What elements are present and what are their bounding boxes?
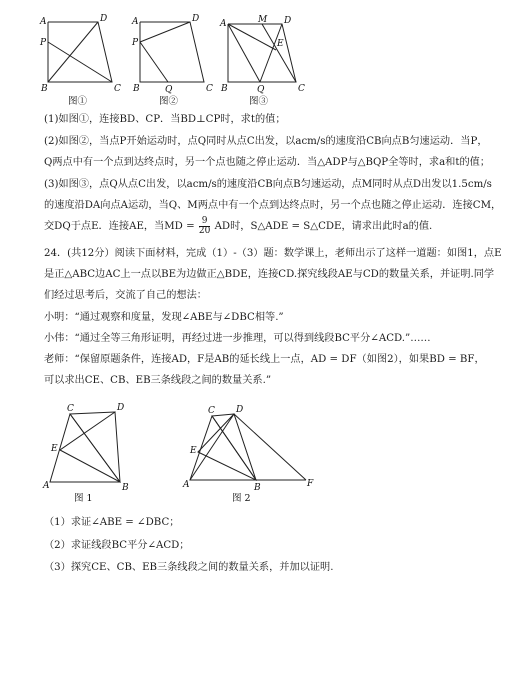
q23-part1: (1)如图①，连接BD、CP．当BD⊥CP时，求t的值； xyxy=(44,114,286,125)
fraction-denominator: 20 xyxy=(198,225,211,236)
label-E: E xyxy=(190,446,197,456)
label-B: B xyxy=(254,483,261,493)
label-B: B xyxy=(133,84,140,94)
q24-line3: 们经过思考后，交流了自己的想法： xyxy=(44,290,207,301)
q24-line2: 是正△ABC边AC上一点以BE为边做正△BDE，连接CD.探究线段AE与CD的数量关系，并证明.同学 xyxy=(44,269,495,280)
q24-teacher-line2: 可以求出CE、CB、EB三条线段之间的数量关系.” xyxy=(44,375,272,386)
label-F: F xyxy=(307,479,314,489)
label-A: A xyxy=(43,481,50,491)
q24-figure-2 xyxy=(178,404,323,493)
label-M: M xyxy=(258,15,268,25)
label-C: C xyxy=(298,84,305,94)
q24-figure-1 xyxy=(40,403,140,493)
q24-figure-2-diagram xyxy=(178,404,323,493)
q24-figure-1-caption: 图 1 xyxy=(74,493,93,504)
q23-part3-line3-post: AD时，S△ADE = S△CDE，请求出此时a的值. xyxy=(214,221,433,232)
q23-part3-line1: (3)如图③，点Q从点C出发，以acm/s的速度沿CB向点B匀速运动，点M同时从点D出发以1.5cm/s xyxy=(44,179,492,190)
q24-sub3: （3）探究CE、CB、EB三条线段之间的数量关系，并加以证明. xyxy=(44,562,334,573)
q23-part3-line2: 的速度沿DA向点A运动，当Q、M两点中有一个点到达终点时，另一个点也随之停止运动．连接CM， xyxy=(44,200,502,211)
q24-sub1: （1）求证∠ABE = ∠DBC； xyxy=(44,517,180,528)
label-D: D xyxy=(100,14,108,24)
figure-2 xyxy=(128,12,218,95)
figure-2-diagram xyxy=(128,12,218,95)
q23-part2-line1: (2)如图②，当点P开始运动时，点Q同时从点C出发，以acm/s的速度沿CB向点B匀速运动．当P， xyxy=(44,136,488,147)
label-C: C xyxy=(208,406,215,416)
label-A: A xyxy=(220,19,227,29)
figure-3-caption: 图③ xyxy=(249,96,269,107)
label-P: P xyxy=(40,38,47,48)
q24-xiaoming: 小明：“通过观察和度量，发现∠ABE与∠DBC相等.” xyxy=(44,312,284,323)
figure-1-caption: 图① xyxy=(68,96,88,107)
q24-xiaowei: 小伟：“通过全等三角形证明，再经过进一步推理，可以得到线段BC平分∠ACD.”…… xyxy=(44,333,431,344)
label-C: C xyxy=(206,84,213,94)
label-E: E xyxy=(277,39,284,49)
label-D: D xyxy=(236,405,244,415)
q24-figure-2-caption: 图 2 xyxy=(232,493,251,504)
label-A: A xyxy=(40,17,47,27)
label-D: D xyxy=(117,403,125,413)
figure-2-caption: 图② xyxy=(159,96,179,107)
label-A: A xyxy=(132,17,139,27)
q23-part3-line3-pre: 交DQ于点E．连接AE，当MD = xyxy=(44,221,195,232)
figure-3-diagram xyxy=(218,12,310,95)
q24-teacher-line1: 老师：“保留原题条件，连接AD，F是AB的延长线上一点，AD = DF（如图2），如果BD = BF， xyxy=(44,354,485,365)
q24-figure-1-diagram xyxy=(40,403,140,493)
fraction-numerator: 9 xyxy=(199,217,210,227)
figure-1-diagram xyxy=(38,12,128,94)
fraction-9-20 xyxy=(199,217,210,236)
label-E: E xyxy=(51,444,58,454)
label-D: D xyxy=(284,16,292,26)
q23-part3-line3 xyxy=(44,216,504,238)
q23-part2-line2: Q两点中有一个点到达终点时，另一个点也随之停止运动．当△ADP与△BQP全等时，求a和t的值； xyxy=(44,157,491,168)
label-Q: Q xyxy=(165,85,173,95)
figure-3 xyxy=(218,12,310,95)
label-Q: Q xyxy=(257,85,265,95)
label-A: A xyxy=(183,480,190,490)
label-B: B xyxy=(221,84,228,94)
label-B: B xyxy=(122,483,129,493)
label-D: D xyxy=(192,14,200,24)
label-B: B xyxy=(41,84,48,94)
q24-sub2: （2）求证线段BC平分∠ACD； xyxy=(44,540,190,551)
figure-1 xyxy=(38,12,128,94)
label-P: P xyxy=(132,38,139,48)
label-C: C xyxy=(67,404,74,414)
label-C: C xyxy=(114,84,121,94)
q24-line1: 24．(共12分）阅读下面材料，完成（1）-（3）题：数学课上，老师出示了这样一道题：如图1，点E xyxy=(44,248,502,259)
